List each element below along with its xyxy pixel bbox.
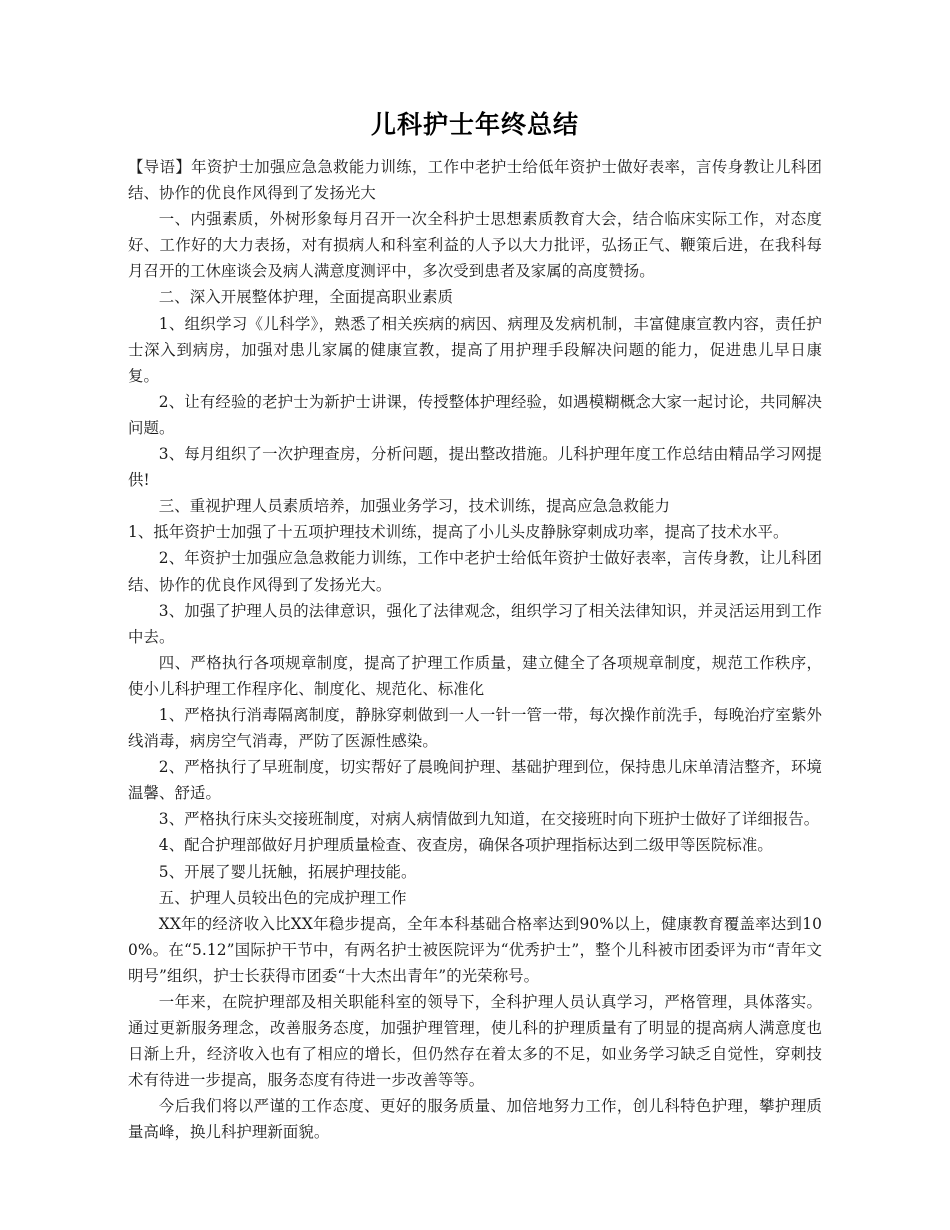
paragraph-container: [128, 154, 822, 1146]
paragraph-section-4-item-1: 1、严格执行消毒隔离制度，静脉穿刺做到一人一针一管一带，每次操作前洗手，每晚治疗室紫外线消毒，病房空气消毒，严防了医源性感染。: [128, 705, 822, 751]
paragraph-section-4-item-5: 5、开展了婴儿抚触，拓展护理技能。: [158, 862, 417, 881]
paragraph-closing-outlook: 今后我们将以严谨的工作态度、更好的服务质量、加倍地努力工作，创儿科特色护理，攀护理质量高峰，换儿科护理新面貌。: [128, 1097, 822, 1142]
paragraph-section-4-item-2: 2、严格执行了早班制度，切实帮好了晨晚间护理、基础护理到位，保持患儿床单清洁整齐，环境温馨、舒适。: [128, 758, 822, 803]
paragraph-section-2-item-1: 1、组织学习《儿科学》，熟悉了相关疾病的病因、病理及发病机制，丰富健康宣教内容，责任护士深入到病房，加强对患儿家属的健康宣教，提高了用护理手段解决问题的能力，促进患儿早日康复。: [128, 314, 822, 385]
paragraph-section-4-item-3: 3、严格执行床头交接班制度，对病人病情做到九知道，在交接班时向下班护士做好了详细报告。: [158, 810, 820, 829]
paragraph-section-4-item-4: 4、配合护理部做好月护理质量检查、夜查房，确保各项护理指标达到二级甲等医院标准。: [158, 836, 773, 855]
paragraph-section-2-item-2: 2、让有经验的老护士为新护士讲课，传授整体护理经验，如遇模糊概念大家一起讨论，共同解决问题。: [128, 392, 822, 437]
paragraph-section-5: 五、护理人员较出色的完成护理工作: [158, 888, 407, 907]
paragraph-section-4: 四、严格执行各项规章制度，提高了护理工作质量，建立健全了各项规章制度，规范工作秩序，使小儿科护理工作程序化、制度化、规范化、标准化: [128, 653, 822, 698]
paragraph-section-2: 二、深入开展整体护理，全面提高职业素质: [158, 288, 454, 307]
document-body: [128, 108, 822, 1146]
paragraph-section-1: 一、内强素质，外树形象每月召开一次全科护士思想素质教育大会，结合临床实际工作，对态度好、工作好的大力表扬，对有损病人和科室利益的人予以大力批评，弘扬正气、鞭策后进，在我科每月召开的工休座谈会及病人满意度测评中，多次受到患者及家属的高度赞扬。: [128, 210, 822, 281]
paragraph-section-2-item-3: 3、每月组织了一次护理查房，分析问题，提出整改措施。儿科护理年度工作总结由精品学习网提供!: [128, 445, 822, 490]
paragraph-section-5-body: XX年的经济收入比XX年稳步提高，全年本科基础合格率达到90%以上，健康教育覆盖率达到100%。在“5.12”国际护干节中，有两名护士被医院评为“优秀护士”，整个儿科被市团委评为市“青年文明号”组织，护士长获得市团委“十大杰出青年”的光荣称号。: [128, 914, 822, 985]
paragraph-section-3-item-1: 1、抵年资护士加强了十五项护理技术训练，提高了小儿头皮静脉穿刺成功率，提高了技术水平。: [128, 523, 789, 542]
document-title: 儿科护士年终总结: [370, 110, 579, 139]
paragraph-intro: 【导语】年资护士加强应急急救能力训练，工作中老护士给低年资护士做好表率，言传身教让儿科团结、协作的优良作风得到了发扬光大: [128, 158, 822, 203]
paragraph-section-3: 三、重视护理人员素质培养，加强业务学习，技术训练，提高应急急救能力: [158, 497, 670, 516]
paragraph-section-3-item-3: 3、加强了护理人员的法律意识，强化了法律观念，组织学习了相关法律知识，并灵活运用到工作中去。: [128, 601, 822, 646]
paragraph-closing-review: 一年来，在院护理部及相关职能科室的领导下，全科护理人员认真学习，严格管理，具体落实。通过更新服务理念，改善服务态度，加强护理管理，使儿科的护理质量有了明显的提高病人满意度也日渐上升，经济收入也有了相应的增长，但仍然存在着太多的不足，如业务学习缺乏自觉性，穿刺技术有待进一步提高，服务态度有待进一步改善等等。: [128, 993, 822, 1090]
paragraph-section-3-item-2: 2、年资护士加强应急急救能力训练，工作中老护士给低年资护士做好表率，言传身教，让儿科团结、协作的优良作风得到了发扬光大。: [128, 549, 822, 594]
